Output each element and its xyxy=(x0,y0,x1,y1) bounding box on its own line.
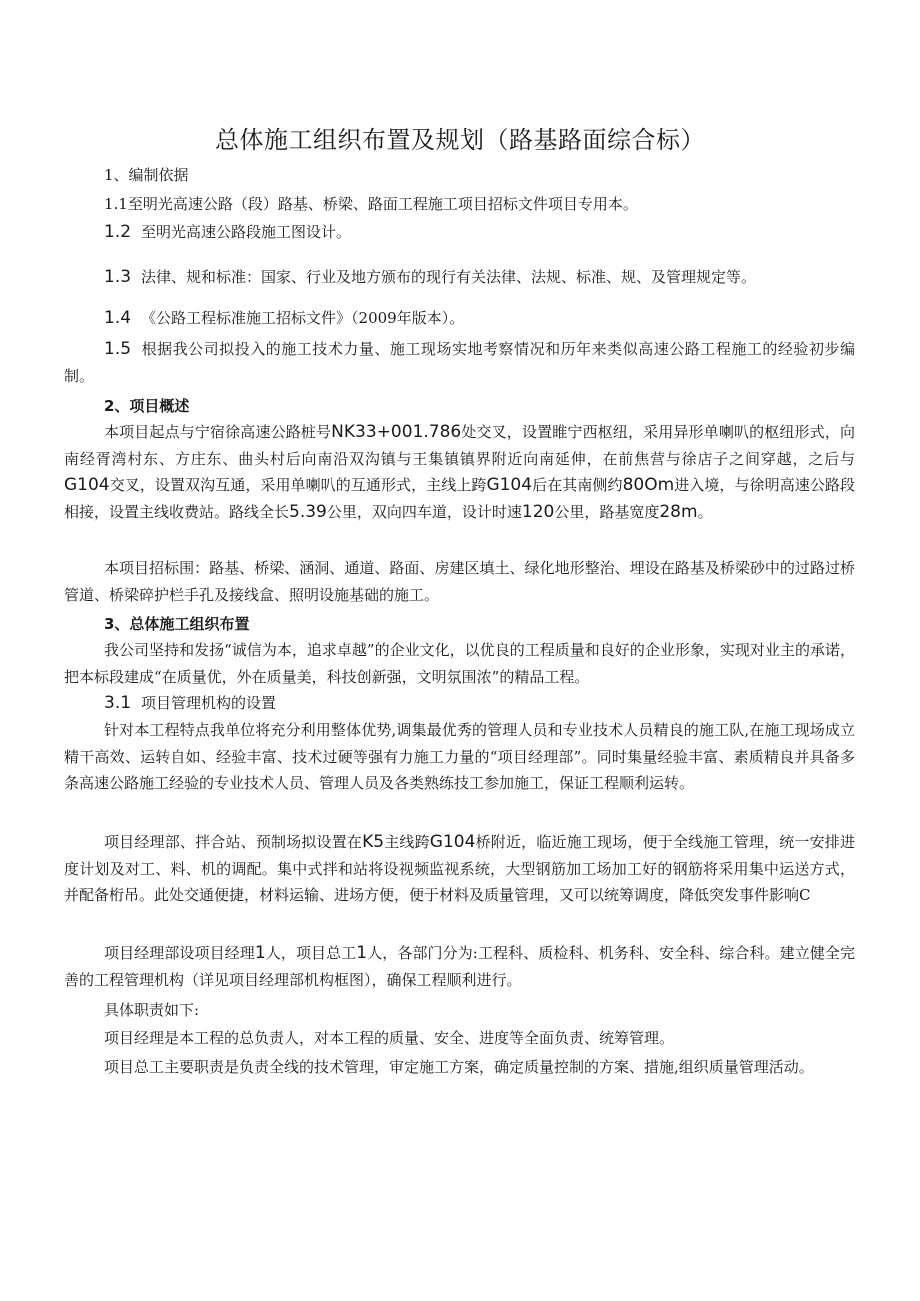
heading-1: 1、编制依据 xyxy=(104,166,189,184)
item-1-2-text: 至明光高速公路段施工图设计。 xyxy=(141,223,352,241)
item-1-3 xyxy=(104,266,756,287)
subheading-3-1: 3.1 项目管理机构的设置 xyxy=(104,693,277,713)
item-1-2 xyxy=(104,221,351,242)
item-1-4-number: 1.4 xyxy=(104,308,132,328)
duties-intro: 具体职责如下: xyxy=(104,1001,200,1019)
item-1-5-number: 1.5 xyxy=(104,339,132,359)
item-1-5 xyxy=(64,336,855,389)
duty-chief-engineer: 项目总工主要职责是负责全线的技术管理，审定施工方案，确定质量控制的方案、措施,组织质量管理活动。 xyxy=(104,1058,814,1076)
item-1-1-text: 至明光高速公路（段）路基、桥梁、路面工程施工项目招标文件项目专用本。 xyxy=(127,195,638,213)
organization-paragraph: 我公司坚持和发扬“诚信为本，追求卓越”的企业文化，以优良的工程质量和良好的企业形象，实现对业主的承诺，把本标段建成“在质量优，外在质量美，科技创新强，文明氛围浓”的精品工程。 xyxy=(64,641,855,686)
item-1-3-text: 法律、规和标准：国家、行业及地方颁布的现行有关法律、法规、标准、规、及管理规定等。 xyxy=(141,268,757,286)
management-paragraph-1: 针对本工程特点我单位将充分利用整体优势,调集最优秀的管理人员和专业技术人员精良的施工队,在施工现场成立精干高效、运转自如、经验丰富、技术过硬等强有力施工力量的“项目经理部”。同时集量经验丰富、素质精良并具备多条高速公路施工经验的专业技术人员、管理人员及各类熟练技工参加施工，保证工程顺利运转。 xyxy=(64,721,855,792)
item-1-1 xyxy=(104,193,638,214)
item-1-2-number: 1.2 xyxy=(104,222,132,242)
duty-project-manager: 项目经理是本工程的总负责人，对本工程的质量、安全、进度等全面负责、统筹管理。 xyxy=(104,1029,675,1047)
heading-2: 2、项目概述 xyxy=(104,397,190,415)
item-1-3-number: 1.3 xyxy=(104,267,132,287)
overview-paragraph-1: 本项目起点与宁宿徐高速公路桩号NK33+001.786处交叉，设置睢宁西枢纽，采用异形单喇叭的枢纽形式，向南经胥湾村东、方庄东、曲头村后向南沿双沟镇与王集镇镇界附近向南延伸，在前焦营与徐店子之间穿越，之后与G104交叉，设置双沟互通，采用单喇叭的互通形式，主线上跨G104后在其南侧约80Om进入境，与徐明高速公路段相接，设置主线收费站。路线全长5.39公里，双向四车道，设计时速120公里，路基宽度28m。 xyxy=(64,422,855,522)
overview-paragraph-2: 本项目招标围：路基、桥梁、涵洞、通道、路面、房建区填土、绿化地形整治、埋设在路基及桥梁砂中的过路过桥管道、桥梁碎护栏手孔及接线盒、照明设施基础的施工。 xyxy=(64,559,855,604)
item-1-5-text: 根据我公司拟投入的施工技术力量、施工现场实地考察情况和历年来类似高速公路工程施工的经验初步编制。 xyxy=(64,340,855,385)
heading-3: 3、总体施工组织布置 xyxy=(104,615,250,633)
management-paragraph-3: 项目经理部设项目经理1人，项目总工1人，各部门分为:工程科、质检科、机务科、安全科、综合科。建立健全完善的工程管理机构（详见项目经理部机构框图），确保工程顺利进行。 xyxy=(64,943,855,989)
item-1-4 xyxy=(104,307,464,328)
document-title: 总体施工组织布置及规划（路基路面综合标） xyxy=(215,126,705,154)
item-1-4-text: 《公路工程标准施工招标文件》（2009年版本）。 xyxy=(141,309,465,327)
item-1-1-number: 1.1 xyxy=(104,195,128,213)
management-paragraph-2: 项目经理部、拌合站、预制场拟设置在K5主线跨G104桥附近，临近施工现场，便于全线施工管理，统一安排进度计划及对工、料、机的调配。集中式拌和站将设视频监视系统，大型钢筋加工场加工好的钢筋将采用集中运送方式，并配备桁吊。此处交通便捷，材料运输、进场方便，便于材料及质量管理，又可以统筹调度，降低突发事件影响C xyxy=(64,832,855,904)
